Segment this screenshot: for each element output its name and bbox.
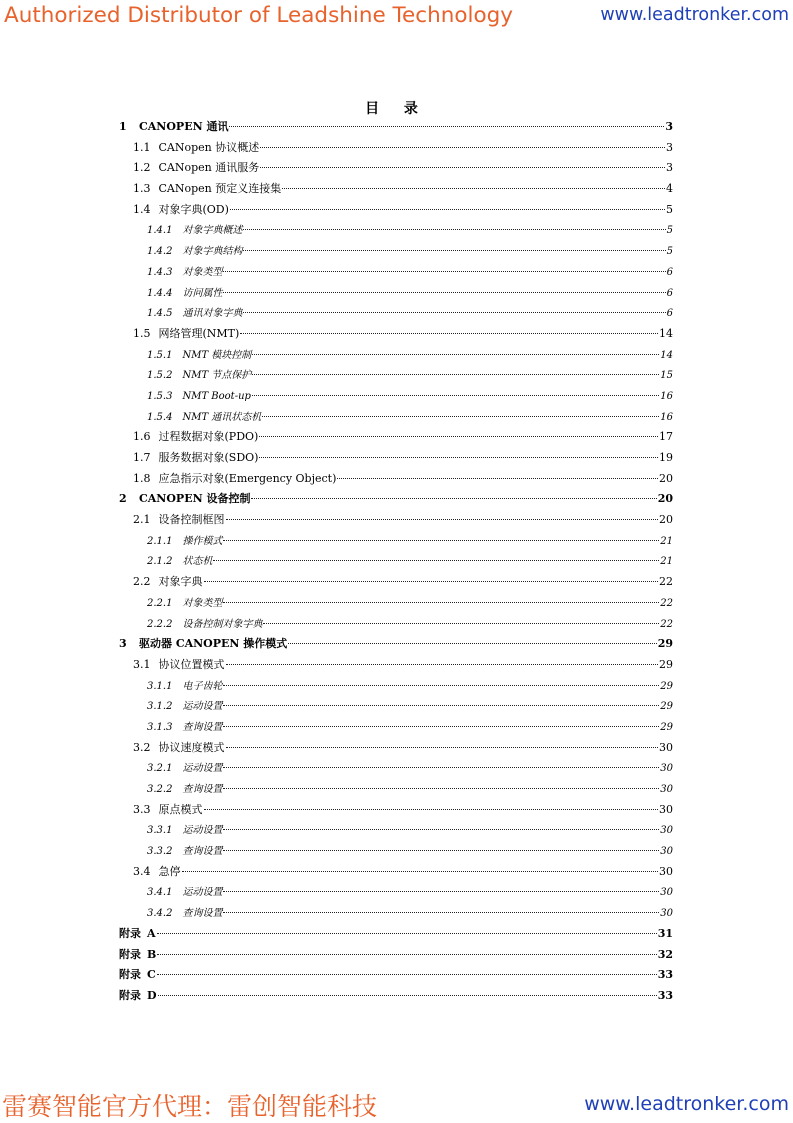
dot-leader	[223, 817, 659, 830]
dot-leader	[229, 114, 664, 127]
dot-leader	[204, 569, 659, 582]
toc-entry-title: 原点模式	[158, 802, 203, 816]
toc-entry-title: D	[147, 988, 157, 1002]
toc-entry-page: 29	[660, 680, 673, 692]
dot-leader	[252, 362, 659, 375]
toc-entry-title: 电子齿轮	[182, 680, 223, 692]
toc-entry-title: A	[147, 926, 156, 940]
toc-entry-number: 3.4.1	[147, 887, 173, 899]
toc-entry-title: 设备控制框图	[158, 513, 225, 527]
toc-entry-number: 3.2.1	[147, 763, 173, 775]
dot-leader	[223, 693, 659, 706]
toc-entry-title: 通讯对象字典	[182, 308, 243, 320]
dot-leader	[182, 859, 659, 872]
toc-entry-title: 运动设置	[182, 887, 223, 899]
dot-leader	[243, 238, 665, 251]
dot-leader	[158, 983, 657, 996]
toc-entry-page: 30	[660, 846, 673, 858]
toc-entry-page: 30	[660, 908, 673, 920]
toc-entry-number: 2.2.2	[147, 618, 173, 630]
toc-entry-page: 21	[660, 556, 673, 568]
dot-leader	[259, 445, 658, 458]
toc-entry-title: 查询设置	[182, 721, 223, 733]
toc-entry-page: 19	[659, 451, 673, 464]
toc-entry-page: 22	[660, 618, 673, 630]
dot-leader	[226, 507, 659, 520]
toc-entry-page: 32	[657, 947, 673, 961]
toc-entry-page: 14	[660, 349, 673, 361]
dot-leader	[223, 755, 659, 768]
toc-entry-title: NMT 节点保护	[182, 370, 252, 382]
toc-entry-number: 3.2	[133, 740, 151, 754]
dot-leader	[288, 631, 656, 644]
toc-entry-title: 查询设置	[182, 846, 223, 858]
toc-entry-page: 5	[666, 246, 673, 258]
toc-entry-title: 设备控制对象字典	[182, 618, 263, 630]
toc-entry-page: 30	[660, 763, 673, 775]
toc-entry-number: 1.8	[133, 471, 151, 485]
toc-entry-page: 4	[666, 182, 673, 196]
dot-leader	[226, 652, 659, 665]
toc-entry-title: 运动设置	[182, 825, 223, 837]
dot-leader	[226, 735, 659, 748]
dot-leader	[243, 217, 665, 230]
toc-entry-number: 1.4	[133, 202, 151, 216]
toc-entry-title: B	[147, 947, 157, 961]
toc-entry-number: 3.3	[133, 802, 151, 816]
toc-entry-page: 3	[666, 140, 673, 154]
toc-entry-title: 对象类型	[182, 266, 223, 278]
toc-entry-number: 3.2.2	[147, 784, 173, 795]
toc-entry-number: 1.2	[133, 161, 151, 175]
toc-entry-number: 1.1	[133, 140, 151, 154]
dot-leader	[223, 673, 659, 686]
toc-entry-number: 1.4.3	[147, 266, 173, 278]
toc-entry-title: 操作模式	[182, 535, 223, 547]
dot-leader	[157, 962, 657, 975]
toc-entry-title: CANopen 通讯服务	[158, 161, 260, 175]
toc-entry-number: 3.1.1	[147, 680, 173, 692]
dot-leader	[223, 590, 659, 603]
toc-entry-page: 3	[666, 161, 673, 175]
toc-entry-number: 3.3.2	[147, 846, 173, 858]
toc-entry-page: 22	[660, 597, 673, 609]
toc-entry-page: 29	[659, 657, 673, 671]
toc-entry-number: 附录	[119, 968, 141, 982]
toc-entry-page: 6	[666, 287, 673, 299]
toc-entry-title: 访问属性	[182, 287, 223, 299]
toc-entry-number: 1.5.4	[147, 411, 173, 423]
toc-entry-page: 17	[659, 430, 673, 444]
toc-entry-number: 1.6	[133, 430, 151, 444]
dot-leader	[263, 611, 659, 624]
toc-entry-number: 附录	[119, 947, 141, 961]
toc-entry-number: 1.3	[133, 182, 151, 196]
toc-entry-page: 30	[659, 864, 673, 878]
toc-entry-page: 5	[666, 202, 673, 216]
footer-website-link[interactable]: www.leadtronker.com	[584, 1093, 789, 1115]
toc-entry-page: 20	[659, 471, 673, 485]
toc-entry-number: 2.2.1	[147, 597, 173, 609]
toc-entry-title: 应急指示对象(Emergency Object)	[158, 471, 337, 485]
toc-entry-title: CANopen 预定义连接集	[158, 182, 282, 196]
toc-entry-page: 30	[660, 825, 673, 837]
toc-entry-number: 1.4.2	[147, 246, 173, 258]
toc-entry-number: 1.5.3	[147, 390, 173, 402]
toc-entry-number: 1.5.1	[147, 349, 173, 361]
toc-entry-title: 状态机	[182, 556, 213, 568]
toc-entry-page: 29	[660, 701, 673, 713]
toc-entry[interactable]	[119, 986, 673, 1007]
toc-entry-title: 网络管理(NMT)	[158, 326, 240, 340]
toc-entry-page: 20	[659, 513, 673, 527]
toc-entry-page: 30	[659, 802, 673, 816]
toc-entry-number: 3	[119, 637, 127, 651]
toc-entry-page: 6	[666, 308, 673, 320]
agent-text: 雷赛智能官方代理：雷创智能科技	[2, 1092, 378, 1121]
toc-entry-number: 3.1.3	[147, 721, 173, 733]
toc-entry-number: 3.4.2	[147, 908, 173, 920]
dot-leader	[213, 548, 659, 561]
dot-leader	[230, 197, 665, 210]
toc-entry-number: 2.1.2	[147, 556, 173, 568]
toc-entry-page: 5	[666, 225, 673, 237]
toc-entry-page: 6	[666, 266, 673, 278]
dot-leader	[260, 155, 665, 168]
toc-entry-title: 对象类型	[182, 597, 223, 609]
toc-entry-number: 3.4	[133, 864, 151, 878]
toc-entry-number: 2.1	[133, 513, 151, 527]
toc-entry-number: 1.7	[133, 451, 151, 464]
toc-entry-page: 22	[659, 575, 673, 589]
toc-entry-title: 对象字典	[158, 575, 203, 589]
toc-entry-title: 对象字典(OD)	[158, 202, 229, 216]
toc-entry-number: 1.4.4	[147, 287, 173, 299]
toc-entry-number: 附录	[119, 926, 141, 940]
toc-entry-number: 3.3.1	[147, 825, 173, 837]
toc-entry-page: 16	[660, 411, 673, 423]
toc-entry-page: 33	[657, 988, 673, 1002]
dot-leader	[223, 776, 659, 789]
toc-entry-page: 30	[660, 887, 673, 899]
toc-entry-page: 30	[659, 740, 673, 754]
toc-entry-title: 运动设置	[182, 763, 223, 775]
dot-leader	[251, 486, 656, 499]
toc-entry-number: 2.2	[133, 575, 151, 589]
dot-leader	[337, 466, 658, 479]
toc-entry-title: 服务数据对象(SDO)	[158, 451, 259, 464]
header-website-link[interactable]: www.leadtronker.com	[600, 5, 789, 25]
toc-entry-page: 3	[665, 120, 673, 133]
toc-entry-page: 15	[660, 370, 673, 382]
dot-leader	[223, 838, 659, 851]
toc-entry-title: 对象字典结构	[182, 246, 243, 258]
toc-entry-number: 1.5	[133, 326, 151, 340]
toc-entry-page: 29	[660, 721, 673, 733]
toc-entry-page: 21	[660, 535, 673, 547]
dot-leader	[223, 900, 659, 913]
toc-entry-number: 1.4.5	[147, 308, 173, 320]
table-of-contents	[119, 117, 673, 1007]
dot-leader	[157, 942, 656, 955]
distributor-header	[0, 0, 793, 36]
dot-leader	[282, 176, 665, 189]
dot-leader	[252, 342, 659, 355]
toc-entry-title: 查询设置	[182, 908, 223, 920]
dot-leader	[223, 259, 665, 272]
toc-entry-title: NMT Boot-up	[182, 390, 251, 402]
toc-entry-number: 1	[119, 120, 127, 133]
toc-entry-page: 16	[660, 390, 673, 402]
dot-leader	[223, 528, 659, 541]
toc-entry-page: 20	[657, 492, 673, 506]
toc-entry-page: 31	[657, 926, 673, 940]
dot-leader	[260, 135, 665, 148]
toc-entry-title: 协议位置模式	[158, 657, 225, 671]
toc-entry-title: 运动设置	[182, 701, 223, 713]
dot-leader	[252, 383, 659, 396]
toc-entry-number: 1.5.2	[147, 370, 173, 382]
dot-leader	[259, 424, 658, 437]
toc-entry-number: 3.1	[133, 657, 151, 671]
toc-entry-title: CANOPEN 通讯	[139, 120, 229, 133]
toc-entry-title: 查询设置	[182, 784, 223, 795]
toc-entry-title: 对象字典概述	[182, 225, 243, 237]
dot-leader	[223, 714, 659, 727]
toc-entry-title: 急停	[158, 864, 181, 878]
toc-entry-number: 3.1.2	[147, 701, 173, 713]
dot-leader	[223, 280, 665, 293]
dot-leader	[157, 921, 657, 934]
dot-leader	[262, 404, 659, 417]
toc-entry-page: 30	[660, 784, 673, 795]
dot-leader	[243, 300, 665, 313]
toc-entry-title: NMT 模块控制	[182, 349, 252, 361]
toc-entry-title: 过程数据对象(PDO)	[158, 430, 259, 444]
toc-entry-number: 附录	[119, 988, 141, 1002]
toc-title: 目 录	[365, 101, 428, 117]
toc-entry-title: NMT 通讯状态机	[182, 411, 262, 423]
toc-entry-title: 驱动器 CANOPEN 操作模式	[139, 637, 288, 651]
toc-entry-page: 14	[659, 326, 673, 340]
toc-entry-number: 2	[119, 492, 127, 506]
toc-entry-page: 33	[657, 968, 673, 982]
toc-entry-title: CANOPEN 设备控制	[139, 492, 251, 506]
dot-leader	[240, 321, 658, 334]
toc-entry-title: C	[147, 968, 156, 982]
toc-entry-number: 2.1.1	[147, 535, 173, 547]
toc-entry-title: 协议速度模式	[158, 740, 225, 754]
dot-leader	[204, 797, 659, 810]
toc-entry-number: 1.4.1	[147, 225, 173, 237]
distributor-text: Authorized Distributor of Leadshine Technology	[4, 3, 513, 28]
toc-entry-title: CANopen 协议概述	[158, 140, 260, 154]
toc-entry-page: 29	[657, 637, 673, 651]
dot-leader	[223, 879, 659, 892]
